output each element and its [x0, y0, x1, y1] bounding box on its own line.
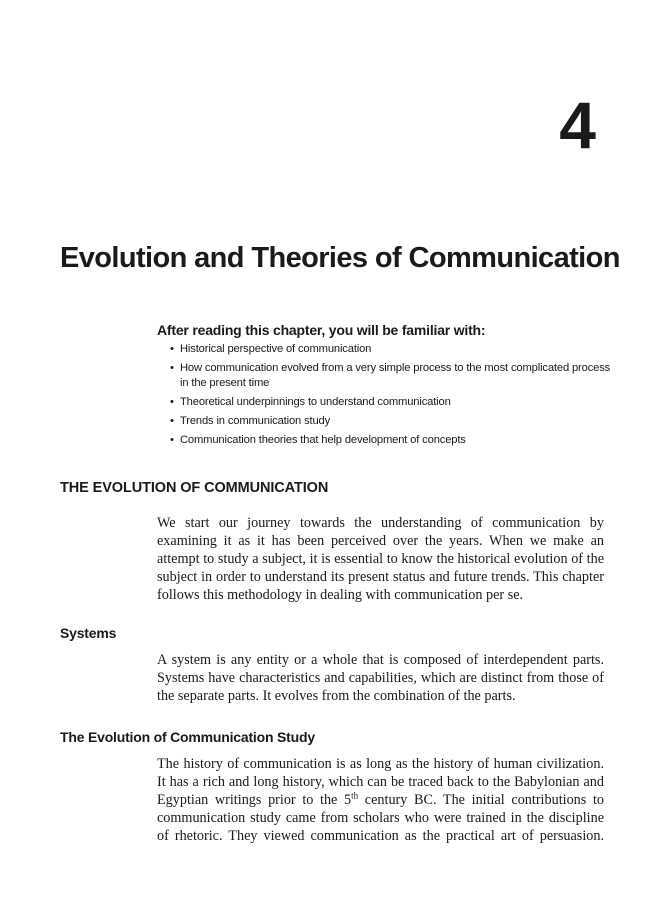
systems-paragraph: A system is any entity or a whole that is composed of interdependent parts. Systems have characteristics and capabilities, which are distinct from those of the separate parts. It evolves from the combination of the parts.: [157, 652, 604, 704]
section-heading-evolution: THE EVOLUTION OF COMMUNICATION: [60, 480, 329, 496]
objective-item: • Historical perspective of communication: [170, 343, 372, 355]
bullet-icon: •: [170, 415, 174, 427]
chapter-title: Evolution and Theories of Communication: [60, 242, 620, 274]
bullet-icon: •: [170, 362, 174, 374]
learning-objectives: [157, 322, 612, 452]
subsection-heading-study: The Evolution of Communication Study: [60, 729, 315, 745]
superscript-th: th: [351, 790, 359, 801]
evolution-paragraph: We start our journey towards the understanding of communication by examining it as it has been perceived over the years. When we make an attempt to study a subject, it is essential to know the historical evolution of the subject in order to understand its present status and future trends. This chapter follows this methodology in dealing with communication per se.: [157, 515, 604, 603]
objectives-heading: After reading this chapter, you will be familiar with:: [157, 322, 486, 338]
chapter-number: 4: [559, 88, 595, 162]
bullet-icon: •: [170, 343, 174, 355]
objective-item: • Trends in communication study: [170, 415, 331, 427]
objective-item: • How communication evolved from a very simple process to the most complicated process in the present time: [170, 362, 611, 389]
bullet-icon: •: [170, 396, 174, 408]
objective-item: • Communication theories that help development of concepts: [170, 434, 466, 446]
subsection-heading-systems: Systems: [60, 625, 117, 641]
bullet-icon: •: [170, 434, 174, 446]
objective-item: • Theoretical underpinnings to understand communication: [170, 396, 451, 408]
study-paragraph: The history of communication is as long as the history of human civilization. It has a rich and long history, which can be traced back to the Babylonian and Egyptian writings prior to the 5th century BC. The initial contributions to communication study came from scholars who were trained in the discipline of rhetoric. They viewed communication as the practical art of persuasion.: [157, 756, 604, 844]
objectives-list: [157, 342, 612, 448]
